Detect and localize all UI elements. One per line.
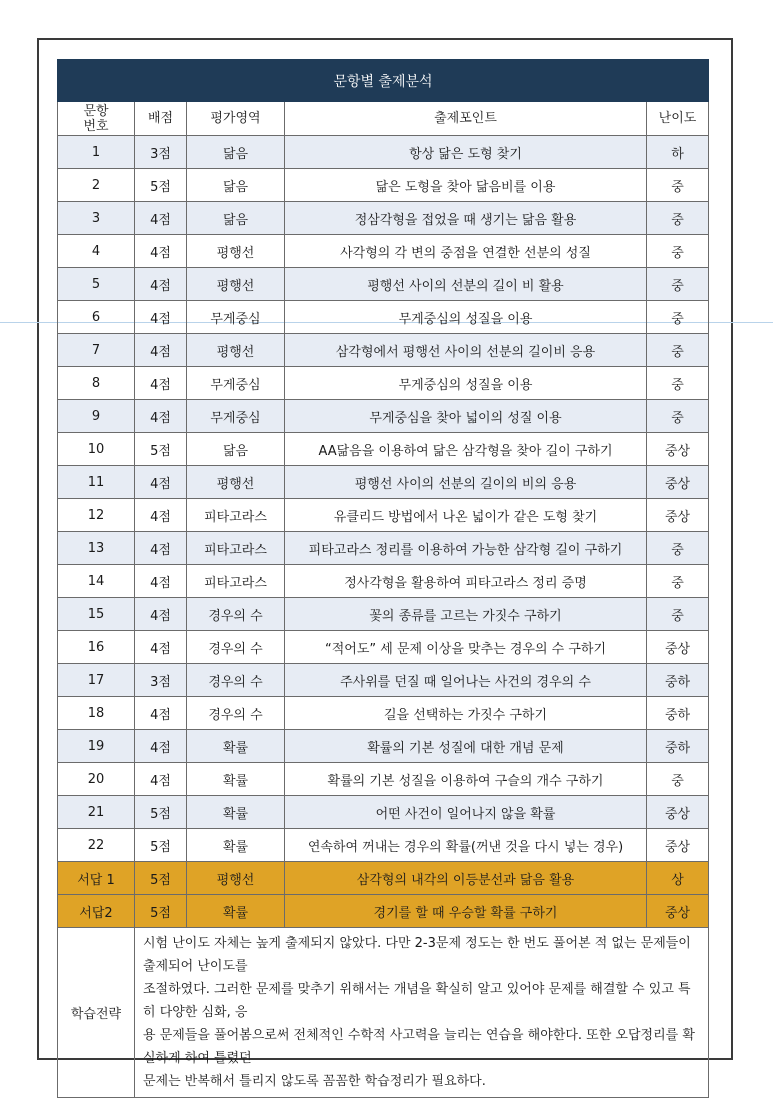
question-number: 3 [58, 202, 135, 235]
question-points: 4점 [135, 697, 187, 730]
header-points: 배점 [135, 102, 187, 136]
question-area: 확률 [187, 796, 285, 829]
table-row [58, 697, 709, 730]
table-row [58, 532, 709, 565]
table-row [58, 169, 709, 202]
question-area: 평행선 [187, 268, 285, 301]
question-difficulty: 중 [647, 334, 709, 367]
question-area: 무게중심 [187, 367, 285, 400]
question-difficulty: 중상 [647, 829, 709, 862]
question-number: 13 [58, 532, 135, 565]
question-point: 길을 선택하는 가짓수 구하기 [285, 697, 647, 730]
question-difficulty: 중상 [647, 499, 709, 532]
strategy-text [135, 928, 709, 1098]
question-point: 평행선 사이의 선분의 길이 비 활용 [285, 268, 647, 301]
question-difficulty: 중하 [647, 664, 709, 697]
analysis-table [57, 59, 709, 1098]
question-difficulty: 중상 [647, 895, 709, 928]
question-number: 서답2 [58, 895, 135, 928]
question-number: 6 [58, 301, 135, 334]
table-row [58, 202, 709, 235]
table-row [58, 499, 709, 532]
question-number: 11 [58, 466, 135, 499]
question-difficulty: 중하 [647, 730, 709, 763]
question-points: 4점 [135, 400, 187, 433]
question-area: 무게중심 [187, 301, 285, 334]
question-area: 닮음 [187, 169, 285, 202]
question-number: 16 [58, 631, 135, 664]
question-difficulty: 중 [647, 400, 709, 433]
question-area: 피타고라스 [187, 499, 285, 532]
question-points: 5점 [135, 433, 187, 466]
question-point: 피타고라스 정리를 이용하여 가능한 삼각형 길이 구하기 [285, 532, 647, 565]
question-number: 9 [58, 400, 135, 433]
question-point: 확률의 기본 성질을 이용하여 구슬의 개수 구하기 [285, 763, 647, 796]
question-points: 5점 [135, 829, 187, 862]
table-row [58, 268, 709, 301]
question-number: 1 [58, 136, 135, 169]
question-point: 항상 닮은 도형 찾기 [285, 136, 647, 169]
question-number: 2 [58, 169, 135, 202]
table-row [58, 400, 709, 433]
question-number: 10 [58, 433, 135, 466]
question-difficulty: 중상 [647, 466, 709, 499]
header-point: 출제포인트 [285, 102, 647, 136]
strategy-line: 시험 난이도 자체는 높게 출제되지 않았다. 다만 2-3문제 정도는 한 번도 풀어본 적 없는 문제들이 출제되어 난이도를 [143, 936, 691, 974]
table-row [58, 664, 709, 697]
question-point: “적어도” 세 문제 이상을 맞추는 경우의 수 구하기 [285, 631, 647, 664]
question-points: 3점 [135, 664, 187, 697]
strategy-line: 조절하였다. 그러한 문제를 맞추기 위해서는 개념을 확실히 알고 있어야 문제를 해결할 수 있고 특히 다양한 심화, 응 [143, 982, 691, 1020]
question-area: 확률 [187, 763, 285, 796]
question-points: 5점 [135, 796, 187, 829]
question-difficulty: 하 [647, 136, 709, 169]
question-area: 피타고라스 [187, 532, 285, 565]
table-row [58, 598, 709, 631]
essay-row [58, 862, 709, 895]
question-number: 20 [58, 763, 135, 796]
table-row [58, 301, 709, 334]
question-difficulty: 중 [647, 169, 709, 202]
question-difficulty: 중 [647, 202, 709, 235]
question-point: 사각형의 각 변의 중점을 연결한 선분의 성질 [285, 235, 647, 268]
question-area: 경우의 수 [187, 697, 285, 730]
question-points: 4점 [135, 367, 187, 400]
question-point: 평행선 사이의 선분의 길이의 비의 응용 [285, 466, 647, 499]
strategy-line: 문제는 반복해서 틀리지 않도록 꼼꼼한 학습정리가 필요하다. [143, 1074, 486, 1089]
question-difficulty: 중 [647, 235, 709, 268]
question-number: 21 [58, 796, 135, 829]
table-row [58, 136, 709, 169]
table-row [58, 565, 709, 598]
question-points: 3점 [135, 136, 187, 169]
table-row [58, 433, 709, 466]
question-points: 4점 [135, 532, 187, 565]
question-point: 무게중심을 찾아 넓이의 성질 이용 [285, 400, 647, 433]
question-area: 평행선 [187, 235, 285, 268]
question-point: 무게중심의 성질을 이용 [285, 367, 647, 400]
question-difficulty: 중 [647, 598, 709, 631]
question-difficulty: 중상 [647, 631, 709, 664]
question-point: 삼각형에서 평행선 사이의 선분의 길이비 응용 [285, 334, 647, 367]
question-area: 닮음 [187, 202, 285, 235]
question-number: 7 [58, 334, 135, 367]
table-row [58, 829, 709, 862]
question-point: 유클리드 방법에서 나온 넓이가 같은 도형 찾기 [285, 499, 647, 532]
question-points: 4점 [135, 565, 187, 598]
question-points: 4점 [135, 763, 187, 796]
table-row [58, 235, 709, 268]
question-area: 피타고라스 [187, 565, 285, 598]
question-number: 서답 1 [58, 862, 135, 895]
question-points: 4점 [135, 301, 187, 334]
question-points: 4점 [135, 268, 187, 301]
strategy-row [58, 928, 709, 1098]
table-row [58, 796, 709, 829]
question-area: 확률 [187, 730, 285, 763]
question-point: 정사각형을 활용하여 피타고라스 정리 증명 [285, 565, 647, 598]
table-row [58, 730, 709, 763]
question-difficulty: 중 [647, 565, 709, 598]
question-point: 닮은 도형을 찾아 닮음비를 이용 [285, 169, 647, 202]
table-row [58, 334, 709, 367]
question-area: 경우의 수 [187, 598, 285, 631]
question-points: 4점 [135, 202, 187, 235]
question-number: 5 [58, 268, 135, 301]
question-area: 경우의 수 [187, 631, 285, 664]
strategy-line: 용 문제들을 풀어봄으로써 전체적인 수학적 사고력을 늘리는 연습을 해야한다. 또한 오답정리를 확실하게 하여 틀렸던 [143, 1028, 695, 1066]
question-difficulty: 중 [647, 763, 709, 796]
question-number: 4 [58, 235, 135, 268]
header-area: 평가영역 [187, 102, 285, 136]
question-number: 15 [58, 598, 135, 631]
question-number: 14 [58, 565, 135, 598]
question-points: 4점 [135, 730, 187, 763]
header-number: 문항 번호 [58, 102, 135, 136]
question-area: 닮음 [187, 136, 285, 169]
question-point: 확률의 기본 성질에 대한 개념 문제 [285, 730, 647, 763]
question-point: 꽃의 종류를 고르는 가짓수 구하기 [285, 598, 647, 631]
question-difficulty: 중 [647, 532, 709, 565]
question-point: 연속하여 꺼내는 경우의 확률(꺼낸 것을 다시 넣는 경우) [285, 829, 647, 862]
header-row [58, 102, 709, 136]
question-difficulty: 중하 [647, 697, 709, 730]
question-points: 5점 [135, 895, 187, 928]
question-point: 무게중심의 성질을 이용 [285, 301, 647, 334]
question-points: 4점 [135, 598, 187, 631]
question-area: 경우의 수 [187, 664, 285, 697]
question-number: 17 [58, 664, 135, 697]
question-difficulty: 중 [647, 301, 709, 334]
question-number: 12 [58, 499, 135, 532]
question-area: 닮음 [187, 433, 285, 466]
question-point: AA닮음을 이용하여 닮은 삼각형을 찾아 길이 구하기 [285, 433, 647, 466]
table-row [58, 466, 709, 499]
question-difficulty: 중상 [647, 433, 709, 466]
question-difficulty: 상 [647, 862, 709, 895]
question-points: 4점 [135, 631, 187, 664]
question-area: 확률 [187, 895, 285, 928]
question-points: 4점 [135, 499, 187, 532]
question-points: 5점 [135, 169, 187, 202]
header-difficulty: 난이도 [647, 102, 709, 136]
question-point: 경기를 할 때 우승할 확률 구하기 [285, 895, 647, 928]
question-difficulty: 중상 [647, 796, 709, 829]
question-area: 평행선 [187, 334, 285, 367]
question-number: 18 [58, 697, 135, 730]
question-points: 5점 [135, 862, 187, 895]
question-points: 4점 [135, 235, 187, 268]
question-area: 평행선 [187, 862, 285, 895]
question-points: 4점 [135, 466, 187, 499]
question-area: 확률 [187, 829, 285, 862]
question-point: 어떤 사건이 일어나지 않을 확률 [285, 796, 647, 829]
question-number: 22 [58, 829, 135, 862]
table-title: 문항별 출제분석 [58, 60, 709, 102]
table-row [58, 763, 709, 796]
table-row [58, 367, 709, 400]
question-points: 4점 [135, 334, 187, 367]
question-area: 무게중심 [187, 400, 285, 433]
question-point: 삼각형의 내각의 이등분선과 닮음 활용 [285, 862, 647, 895]
strategy-label: 학습전략 [58, 928, 135, 1098]
question-area: 평행선 [187, 466, 285, 499]
question-point: 주사위를 던질 때 일어나는 사건의 경우의 수 [285, 664, 647, 697]
table-row [58, 631, 709, 664]
question-number: 8 [58, 367, 135, 400]
question-difficulty: 중 [647, 367, 709, 400]
question-point: 정삼각형을 접었을 때 생기는 닮음 활용 [285, 202, 647, 235]
essay-row [58, 895, 709, 928]
question-difficulty: 중 [647, 268, 709, 301]
question-number: 19 [58, 730, 135, 763]
